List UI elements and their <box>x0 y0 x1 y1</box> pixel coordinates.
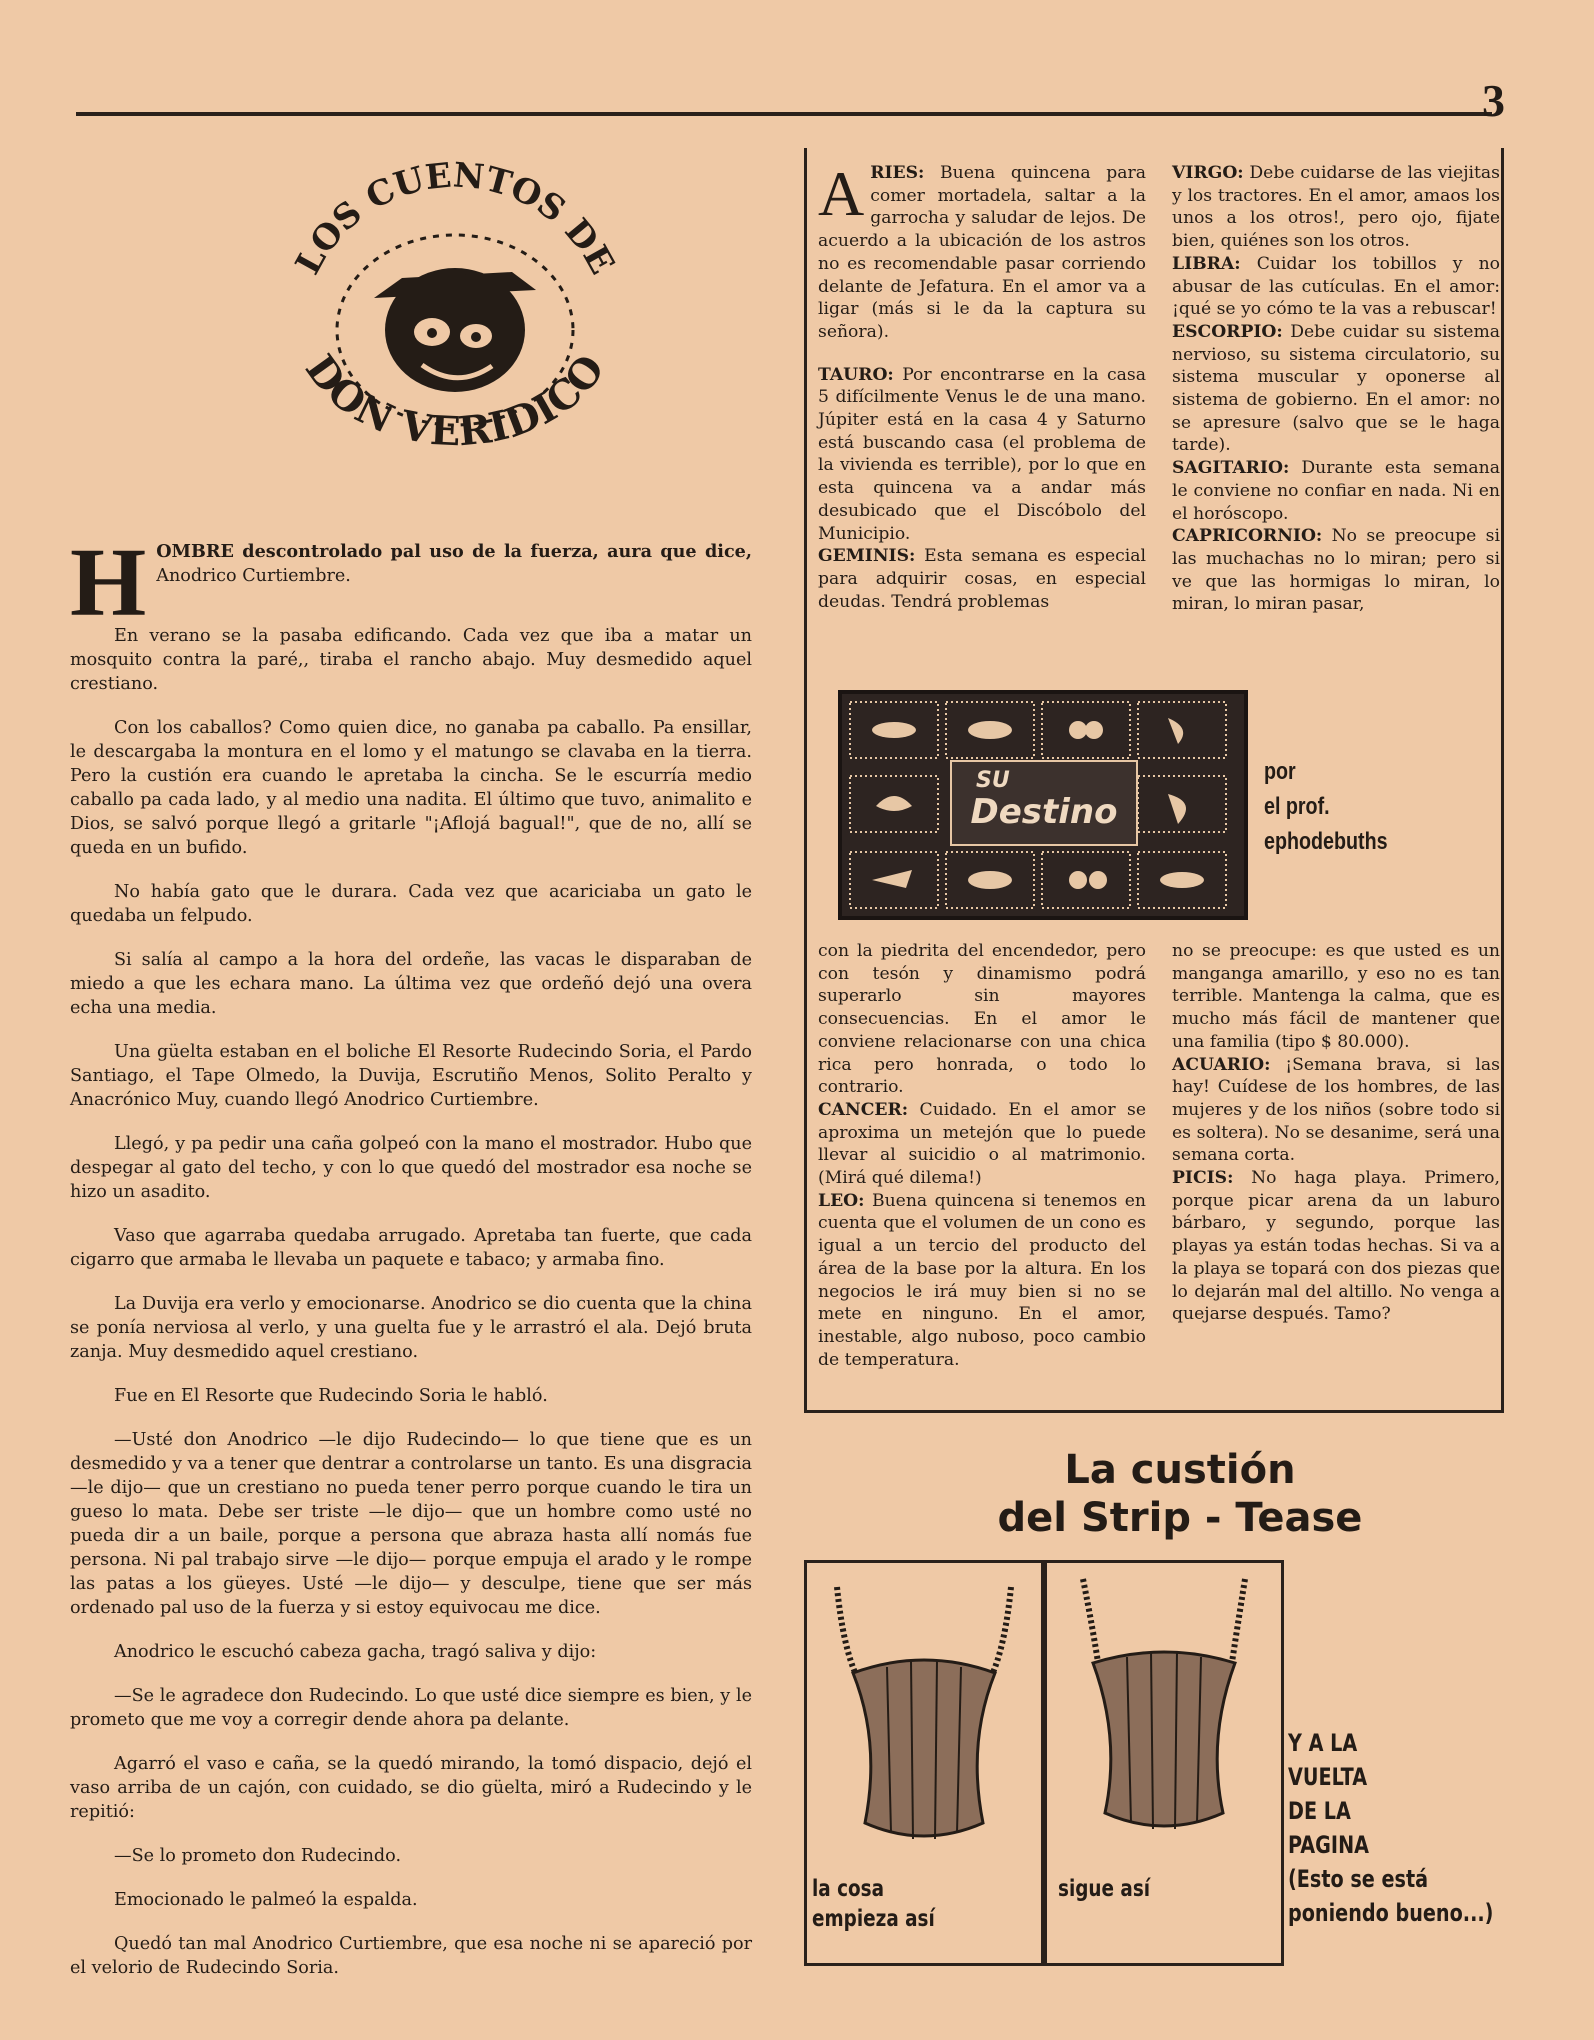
strip-title-line-1: La custión <box>1064 1447 1296 1493</box>
libra-entry <box>1172 253 1500 321</box>
story-paragraph: —Se lo prometo don Rudecindo. <box>114 1846 402 1866</box>
geminis-entry <box>818 545 1146 613</box>
story-paragraph: En verano se la pasaba edificando. Cada vez que iba a matar un mosquito contra la paré,, tiraba el rancho abajo. Muy desmedido aquel crestiano. <box>70 626 752 694</box>
caption-panel-1 <box>812 1874 935 1934</box>
acuario-entry <box>1172 1054 1500 1168</box>
geminis-label: GEMINIS: <box>818 546 916 567</box>
tauro-text: Por encontrarse en la casa 5 difícilmente Venus le de una mano. Júpiter está en la casa 4 y Saturno está buscando casa (el problema de la vivienda es terrible), por lo que en esta quincena va a andar más desubicado que el Discóbolo del Municipio. <box>818 364 1146 544</box>
escorpio-label: ESCORPIO: <box>1172 321 1283 342</box>
capricornio-label: CAPRICORNIO: <box>1172 526 1323 547</box>
virgo-text: Debe cuidarse de las viejitas y los tractores. En el amor, amaos los unos a los otros!, pero ojo, fijate bien, quiénes son los otros. <box>1172 163 1500 252</box>
virgo-entry <box>1172 162 1500 253</box>
strip-tease-title <box>900 1446 1460 1542</box>
corset-panel-2 <box>1044 1560 1284 1966</box>
geminis-text: Esta semana es especial para adquirir cosas, en especial deudas. Tendrá problemas <box>818 546 1146 612</box>
story-paragraph: Una güelta estaban en el boliche El Resorte Rudecindo Soria, el Pardo Santiago, el Tape Olmedo, la Duvija, Escrutiño Menos, Solito Peralto y Anacrónico Muy, cuando llegó Anodrico Curtiembre. <box>70 1042 752 1110</box>
cancer-text: Cuidado. En el amor se aproxima un metejón que lo puede llevar al suicidio o al matrimonio. (Mirá qué dilema!) <box>818 1099 1147 1189</box>
sagitario-label: SAGITARIO: <box>1172 458 1290 479</box>
destino-word-text: Destino <box>970 792 1118 832</box>
vuelta-line: PAGINA <box>1288 1831 1369 1859</box>
aries-label: RIES: <box>870 163 925 183</box>
story-column <box>70 529 753 2000</box>
story-paragraph: Emocionado le palmeó la espalda. <box>114 1890 418 1910</box>
sagitario-entry <box>1172 457 1500 525</box>
su-destino-zodiac-panel <box>838 690 1248 920</box>
logo-top-text: LOS CUENTOS DE <box>288 155 622 282</box>
byline-por: por <box>1264 758 1296 785</box>
story-paragraph: —Usté don Anodrico —le dijo Rudecindo— lo que tiene que es un desmedido y va a tener que dentrar a controlarse un tanto. Es una disgracia —le dijo— que un crestiano no pueda tener perro porque cuando le tira un gueso lo mata. Debe ser triste —le dijo— que un hombre como usté no pueda dir a un baile, porque a persona que abraza hasta allí nomás fue persona. Ni pal trabajo sirve —le dijo— porque empuja el arado y le rompe las patas a los güeyes. Usté —le dijo— y desculpe, tiene que ser más ordenado pal uso de la fuerza y si estoy equivocau me dice. <box>70 1430 753 1618</box>
horoscope-column-left-bottom <box>818 940 1146 1371</box>
destino-su-text: SU <box>976 768 1010 793</box>
vuelta-line: Y A LA <box>1288 1729 1358 1757</box>
aries-text: Buena quincena para comer mortadela, saltar a la garrocha y saludar de lejos. De acuerdo a la ubicación de los astros no es recomendable pasar corriendo delante de Jefatura. En el amor va a ligar (más si le da la captura su señora). <box>818 163 1146 342</box>
capricornio-text: No se preocupe si las muchachas no lo miran; pero si ve que las hormigas lo miran, lo miran, lo miran pasar, <box>1172 526 1500 615</box>
escorpio-text: Debe cuidar su sistema nervioso, su sistema circulatorio, su sistema muscular y oponerse al sistema de gobierno. En el amor: no se apresure (salvo que se le haga tarde). <box>1172 321 1501 456</box>
corset-illustration <box>807 1563 1041 1863</box>
aries-drop-cap: A <box>818 158 865 229</box>
don-veridico-logo <box>262 140 648 470</box>
story-paragraph: La Duvija era verlo y emocionarse. Anodrico se dio cuenta que la china se ponía nerviosa al verlo, y una guelta fue y le arrastró el ala. Dejó bruta zanja. Muy desmedido aquel crestiano. <box>70 1294 752 1362</box>
byline-name: ephodebuths <box>1264 828 1388 855</box>
virgo-label: VIRGO: <box>1172 163 1244 183</box>
drop-cap: H <box>70 529 147 637</box>
leo-text: Buena quincena si tenemos en cuenta que el volumen de un cono es igual a un tercio del producto del área de la base por la altura. En los negocios le irá muy bien si no se mete en ninguno. En el amor, inestable, algo nuboso, poco cambio de temperatura. <box>818 1190 1147 1370</box>
story-paragraph: Llegó, y pa pedir una caña golpeó con la mano el mostrador. Hubo que despegar al gato del techo, y con lo que quedó del mostrador esa noche se hizo un asadito. <box>70 1134 752 1202</box>
story-paragraph: Fue en El Resorte que Rudecindo Soria le habló. <box>114 1386 548 1406</box>
vuelta-line: (Esto se está <box>1288 1865 1429 1893</box>
page-number: 3 <box>1482 75 1505 126</box>
acuario-text: ¡Semana brava, si las hay! Cuídese de los hombres, de las mujeres y de los niños (sobre todo si es soltera). No se desanime, será una semana corta. <box>1172 1054 1500 1166</box>
corset-illustration <box>1047 1563 1281 1863</box>
picis-entry <box>1172 1167 1500 1326</box>
story-paragraph: Anodrico le escuchó cabeza gacha, tragó saliva y dijo: <box>114 1642 597 1662</box>
byline-prof: el prof. <box>1264 793 1330 820</box>
vuelta-line: poniendo bueno...) <box>1288 1899 1494 1927</box>
caption-panel-2: sigue así <box>1058 1876 1151 1902</box>
story-paragraph: No había gato que le durara. Cada vez que acariciaba un gato le quedaba un felpudo. <box>70 882 752 926</box>
caption-1-line-2: empieza así <box>812 1906 935 1932</box>
capricornio-entry <box>1172 525 1500 616</box>
cancer-entry <box>818 1099 1146 1190</box>
aries-entry <box>818 158 1146 344</box>
escorpio-entry <box>1172 321 1500 457</box>
horoscope-column-right-top <box>1172 162 1500 616</box>
logo-bottom-text: DON VERIDICO <box>296 346 614 456</box>
story-paragraph: Vaso que agarraba quedaba arrugado. Apretaba tan fuerte, que cada cigarro que armaba le llevaba un paquete e tabaco; y armaba fino. <box>70 1226 752 1270</box>
cancer-label: CANCER: <box>818 1099 909 1120</box>
horoscope-column-left-top <box>818 158 1146 613</box>
story-paragraph: Quedó tan mal Anodrico Curtiembre, que esa noche ni se apareció por el velorio de Rudecindo Soria. <box>70 1934 752 1978</box>
svg-text:LOS CUENTOS DE <box>288 155 622 281</box>
geminis-continued: con la piedrita del encendedor, pero con tesón y dinamismo podrá superarlo sin mayores consecuencias. En el amor le conviene relacionarse con una chica rica pero honrada, o todo lo contrario. <box>818 941 1146 1098</box>
leo-entry <box>818 1190 1146 1372</box>
picis-text: No haga playa. Primero, porque picar arena da un laburo bárbaro, y segundo, porque las playas ya están todas hechas. Si va a la playa se topará con dos piezas que lo dejarán mal del altillo. No venga a quejarse después. Tamo? <box>1172 1168 1500 1325</box>
su-destino-title <box>950 760 1138 846</box>
caption-1-line-1: la cosa <box>812 1876 885 1902</box>
picis-label: PICIS: <box>1172 1168 1234 1189</box>
vuelta-line: VUELTA <box>1288 1763 1368 1791</box>
libra-text: Cuidar los tobillos y no abusar de las cutículas. En el amor: ¡qué se yo cómo te la vas a rebuscar! <box>1172 253 1501 320</box>
top-rule <box>76 112 1492 116</box>
story-lead: OMBRE descontrolado pal uso de la fuerza, aura que dice, <box>156 541 752 562</box>
story-paragraph: Si salía al campo a la hora del ordeñe, las vacas le disparaban de miedo a que les echara mano. La última vez que ordeñó dejó una overa echa una media. <box>70 950 752 1018</box>
story-first-paragraph <box>70 529 752 637</box>
capricornio-continued: no se preocupe: es que usted es un manganga amarillo, y eso no es tan terrible. Mantenga la calma, que es mucho más fácil de mantener que una familia (tipo $ 80.000). <box>1172 941 1500 1052</box>
horoscope-byline <box>1264 754 1388 859</box>
story-lead-rest: Anodrico Curtiembre. <box>156 566 351 586</box>
story-paragraph: Agarró el vaso e caña, se la quedó mirando, la tomó dispacio, dejó el vaso arriba de un cajón, con cuidado, se dio güelta, miró a Rudecindo y le repitió: <box>70 1754 752 1822</box>
acuario-label: ACUARIO: <box>1172 1054 1271 1075</box>
story-paragraph: —Se le agradece don Rudecindo. Lo que usté dice siempre es bien, y le prometo que me voy a corregir dende ahora pa delante. <box>70 1686 752 1730</box>
libra-label: LIBRA: <box>1172 253 1241 274</box>
gaucho-face-icon <box>374 268 536 392</box>
horoscope-column-right-bottom <box>1172 940 1500 1326</box>
tauro-entry <box>818 364 1146 546</box>
strip-title-line-2: del Strip - Tease <box>997 1495 1363 1541</box>
story-paragraph: Con los caballos? Como quien dice, no ganaba pa caballo. Pa ensillar, le descargaba la montura en el lomo y el matungo se clavaba en la tierra. Pero la custión era cuando le apretaba la cincha. Se le escurría medio caballo pa cada lado, y al medio una nadita. El último que tuvo, animalito e Dios, se salvó porque llegó a gritarle "¡Aflojá bagual!", que de no, allí se queda en un bufido. <box>70 718 752 858</box>
leo-label: LEO: <box>818 1190 865 1211</box>
tauro-label: TAURO: <box>818 364 894 385</box>
vuelta-pagina-text <box>1288 1726 1493 1930</box>
vuelta-line: DE LA <box>1288 1797 1351 1825</box>
sagitario-text: Durante esta semana le conviene no confiar en nada. Ni en el horóscopo. <box>1172 458 1500 524</box>
